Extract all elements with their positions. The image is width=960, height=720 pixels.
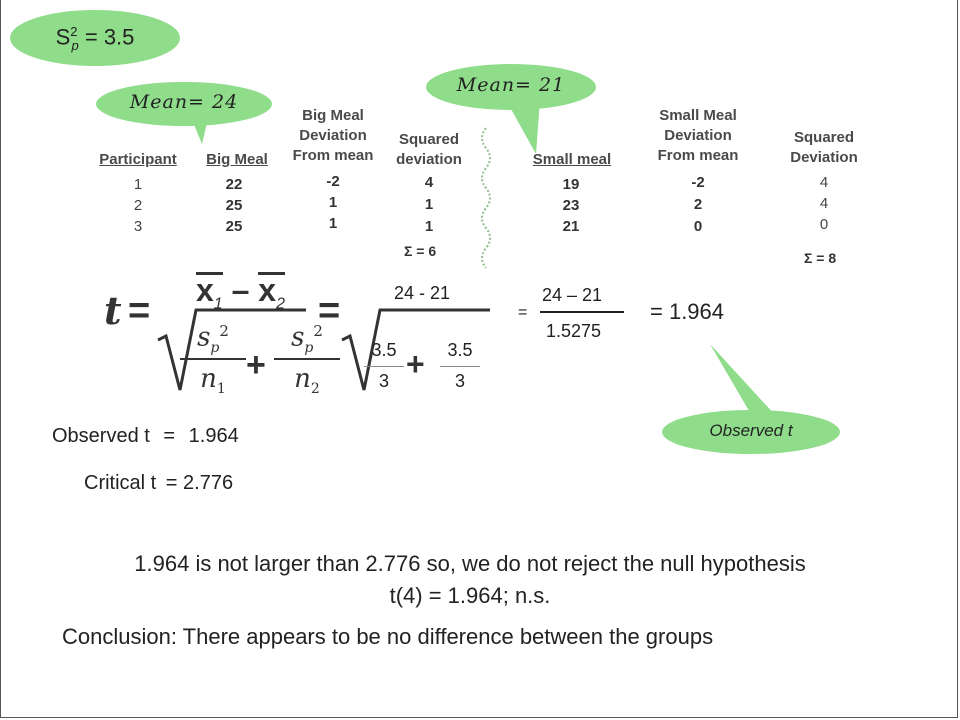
- sp2-sub: p: [71, 37, 79, 53]
- critical-value: = 2.776: [165, 472, 234, 494]
- formula-term-1: [180, 322, 246, 397]
- big-dev-header: [278, 106, 388, 166]
- sp-symbol-1: s: [197, 322, 211, 353]
- n2-sub: 2: [310, 381, 320, 398]
- formula-numerator: [196, 272, 285, 319]
- small-meal-1: 19: [562, 176, 580, 193]
- small-sq-1: 4: [819, 174, 829, 191]
- participant-2: 2: [133, 197, 143, 214]
- big-meal-values: [214, 174, 254, 237]
- small-dev-3: 0: [693, 218, 703, 235]
- observed-value: 1.964: [188, 425, 239, 447]
- big-sq-header-2: deviation: [396, 151, 462, 168]
- small-dev-1: -2: [691, 174, 705, 191]
- subst-n-2: 3: [454, 371, 465, 391]
- group-divider: [474, 126, 498, 276]
- formula-eq-1: =: [128, 290, 151, 332]
- small-dev-header-1: Small Meal: [659, 107, 737, 124]
- subst-var-1: 3.5: [371, 340, 397, 360]
- small-meal-values: [551, 174, 591, 237]
- small-dev-2: 2: [693, 196, 703, 213]
- subst-term-1: [364, 340, 404, 392]
- participant-values: [118, 174, 158, 237]
- result-value: = 1.964: [650, 299, 725, 324]
- subst-term-2: [440, 340, 480, 392]
- sp-sq-2: 2: [313, 322, 323, 340]
- n1-sub: 1: [216, 381, 226, 398]
- big-dev-header-2: Deviation: [299, 127, 367, 144]
- small-dev-header-2: Deviation: [664, 127, 732, 144]
- big-meal-3: 25: [225, 218, 243, 235]
- simplified-eq: =: [518, 304, 528, 321]
- small-sq-3: 0: [819, 216, 829, 233]
- small-sq-2: 4: [819, 195, 829, 212]
- small-sq-header-2: Deviation: [790, 149, 858, 166]
- big-sq-3: 1: [424, 218, 434, 235]
- sp-sq-1: 2: [219, 322, 229, 340]
- participant-header: Participant: [99, 151, 177, 168]
- mean-small-text: Mean= 21: [456, 74, 566, 96]
- minus-symbol: –: [231, 272, 250, 308]
- big-sq-1: 4: [424, 174, 434, 191]
- pooled-variance-bubble: [10, 10, 180, 66]
- big-sq-sum: Σ = 6: [404, 243, 437, 259]
- statement-line-2: t(4) = 1.964; n.s.: [389, 583, 551, 608]
- observed-eq: =: [163, 425, 176, 447]
- formula-term-2: [274, 322, 340, 397]
- formula-eq-2: =: [318, 290, 341, 332]
- small-sq-sum: Σ = 8: [804, 250, 837, 266]
- small-meal-2: 23: [562, 197, 580, 214]
- n1-symbol: n: [200, 363, 217, 394]
- x1-symbol: x: [196, 272, 214, 308]
- big-dev-1: -2: [326, 173, 340, 190]
- critical-label: Critical t: [84, 472, 157, 494]
- formula-plus-1: +: [246, 346, 266, 384]
- statement-line-1: 1.964 is not larger than 2.776 so, we do not reject the null hypothesis: [134, 551, 806, 576]
- big-sq-header-1: Squared: [398, 131, 459, 148]
- big-sq-2: 1: [424, 196, 434, 213]
- n2-symbol: n: [294, 363, 311, 394]
- small-meal-3: 21: [562, 218, 580, 235]
- observed-bubble: [662, 410, 840, 454]
- observed-bubble-text: Observed t: [709, 421, 793, 440]
- sp2-value: = 3.5: [84, 24, 135, 50]
- small-sq-header: [774, 128, 874, 168]
- small-meal-header: Small meal: [532, 151, 612, 168]
- big-meal-2: 25: [225, 197, 243, 214]
- small-dev-header: [640, 106, 756, 166]
- subst-var-2: 3.5: [447, 340, 473, 360]
- subst-plus: +: [406, 346, 425, 382]
- sp-sub-2: p: [304, 339, 314, 356]
- big-dev-values: [313, 171, 353, 234]
- big-meal-header: Big Meal: [206, 151, 268, 168]
- participant-1: 1: [133, 176, 143, 193]
- formula-t-symbol: t: [104, 288, 122, 333]
- simplified-numerator: 24 – 21: [542, 285, 603, 305]
- mean-big-text: Mean= 24: [129, 91, 239, 113]
- mean-small-bubble: [426, 64, 596, 110]
- x1-sub: 1: [213, 295, 223, 313]
- big-meal-1: 22: [225, 176, 243, 193]
- formula-t: [104, 288, 122, 333]
- conclusion-text: Conclusion: There appears to be no difference between the groups: [62, 624, 714, 649]
- big-dev-2: 1: [328, 194, 338, 211]
- big-dev-3: 1: [328, 215, 338, 232]
- subst-numerator: 24 - 21: [394, 283, 451, 303]
- mean-big-bubble: [96, 82, 272, 126]
- observed-line: [52, 425, 239, 448]
- observed-label: Observed t: [52, 425, 150, 447]
- subst-n-1: 3: [378, 371, 389, 391]
- x2-symbol: x: [258, 272, 277, 308]
- simplified-fraction-bar: [540, 311, 624, 313]
- small-dev-header-3: From mean: [657, 147, 739, 164]
- big-dev-header-3: From mean: [292, 147, 374, 164]
- small-sq-values: [804, 172, 844, 235]
- small-dev-values: [678, 172, 718, 238]
- big-dev-header-1: Big Meal: [302, 107, 364, 124]
- sp-sub-1: p: [210, 339, 220, 356]
- small-sq-header-1: Squared: [793, 129, 854, 146]
- simplified-denominator: 1.5275: [546, 321, 602, 341]
- big-sq-values: [409, 172, 449, 238]
- critical-line: [84, 472, 233, 495]
- x2-sub: 2: [276, 295, 285, 313]
- big-sq-header: [384, 130, 474, 170]
- sp2-base: S: [55, 24, 71, 50]
- sp2-sup: 2: [70, 24, 78, 39]
- participant-3: 3: [133, 218, 143, 235]
- sp-symbol-2: s: [291, 322, 305, 353]
